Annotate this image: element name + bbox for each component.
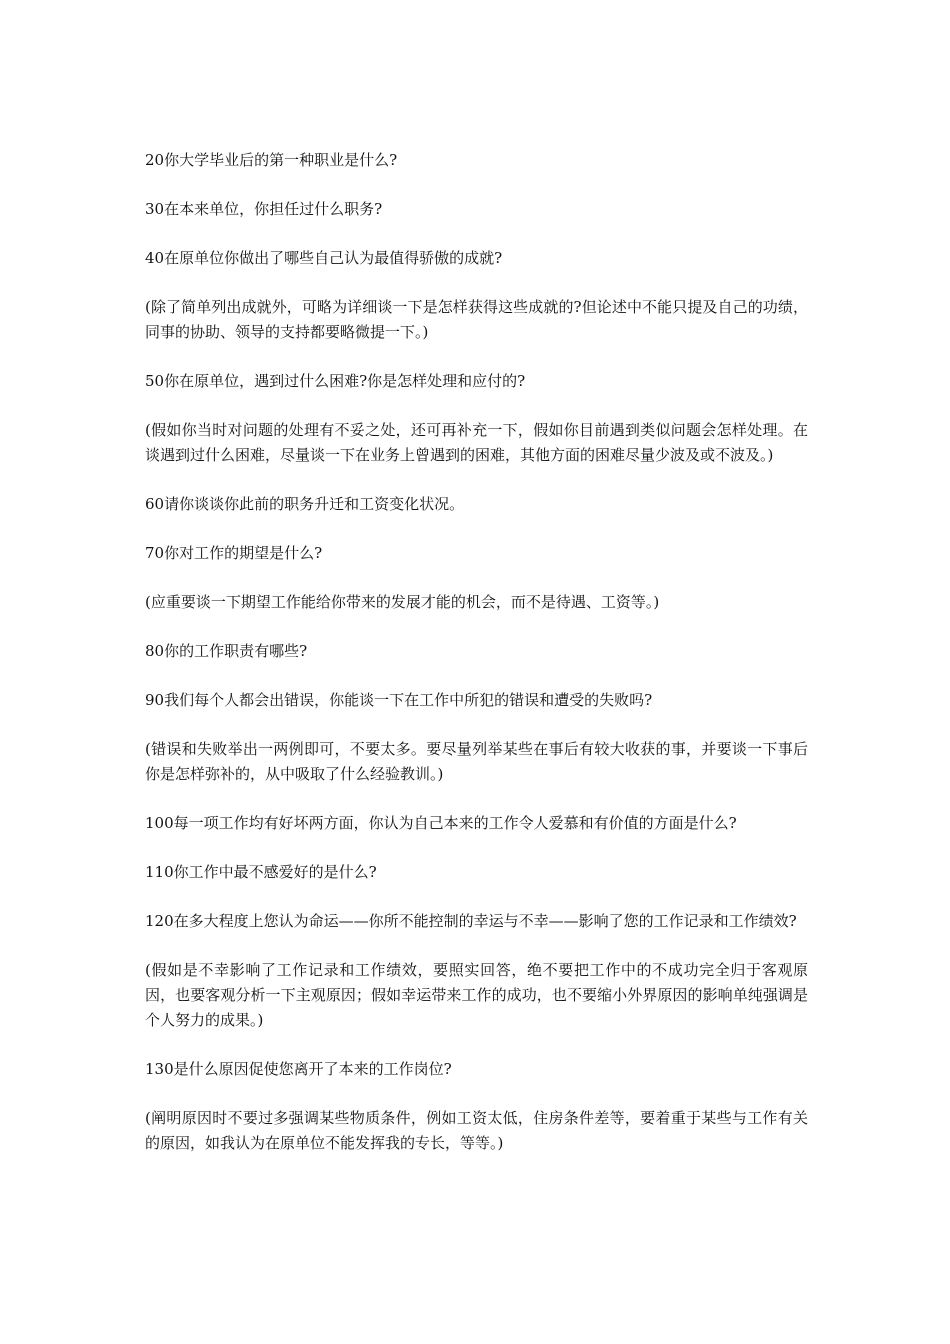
- paragraph-note-q120: (假如是不幸影响了工作记录和工作绩效，要照实回答，绝不要把工作中的不成功完全归于客观原因，也要客观分析一下主观原因；假如幸运带来工作的成功，也不要缩小外界原因的影响单纯强调是个人努力的成果。): [145, 961, 808, 1029]
- paragraph-q110: 110你工作中最不感爱好的是什么?: [145, 863, 377, 881]
- paragraph-q20: 20你大学毕业后的第一种职业是什么?: [145, 151, 398, 169]
- paragraph-q80: 80你的工作职责有哪些?: [145, 642, 308, 660]
- paragraph-q120: 120在多大程度上您认为命运——你所不能控制的幸运与不幸——影响了您的工作记录和工作绩效?: [145, 912, 797, 930]
- paragraph-q60: 60请你谈谈你此前的职务升迁和工资变化状况。: [145, 495, 465, 513]
- paragraph-q100: 100每一项工作均有好坏两方面，你认为自己本来的工作令人爱慕和有价值的方面是什么?: [145, 814, 737, 832]
- paragraph-note-q90: (错误和失败举出一两例即可，不要太多。要尽量列举某些在事后有较大收获的事，并要谈一下事后你是怎样弥补的，从中吸取了什么经验教训。): [145, 740, 808, 783]
- paragraph-q90: 90我们每个人都会出错误，你能谈一下在工作中所犯的错误和遭受的失败吗?: [145, 691, 653, 709]
- paragraph-note-q40: (除了简单列出成就外，可略为详细谈一下是怎样获得这些成就的?但论述中不能只提及自己的功绩，同事的协助、领导的支持都要略微提一下。): [145, 298, 808, 341]
- paragraph-note-q130: (阐明原因时不要过多强调某些物质条件，例如工资太低，住房条件差等，要着重于某些与工作有关的原因，如我认为在原单位不能发挥我的专长，等等。): [145, 1109, 808, 1152]
- paragraph-note-q70: (应重要谈一下期望工作能给你带来的发展才能的机会，而不是待遇、工资等。): [145, 593, 660, 611]
- paragraph-q70: 70你对工作的期望是什么?: [145, 544, 323, 562]
- paragraph-q130: 130是什么原因促使您离开了本来的工作岗位?: [145, 1060, 452, 1078]
- paragraph-q50: 50你在原单位，遇到过什么困难?你是怎样处理和应付的?: [145, 372, 526, 390]
- paragraph-note-q50: (假如你当时对问题的处理有不妥之处，还可再补充一下，假如你目前遇到类似问题会怎样处理。在谈遇到过什么困难，尽量谈一下在业务上曾遇到的困难，其他方面的困难尽量少波及或不波及。): [145, 421, 808, 464]
- paragraph-q40: 40在原单位你做出了哪些自己认为最值得骄傲的成就?: [145, 249, 503, 267]
- paragraph-q30: 30在本来单位，你担任过什么职务?: [145, 200, 383, 218]
- document-body: [145, 148, 808, 1180]
